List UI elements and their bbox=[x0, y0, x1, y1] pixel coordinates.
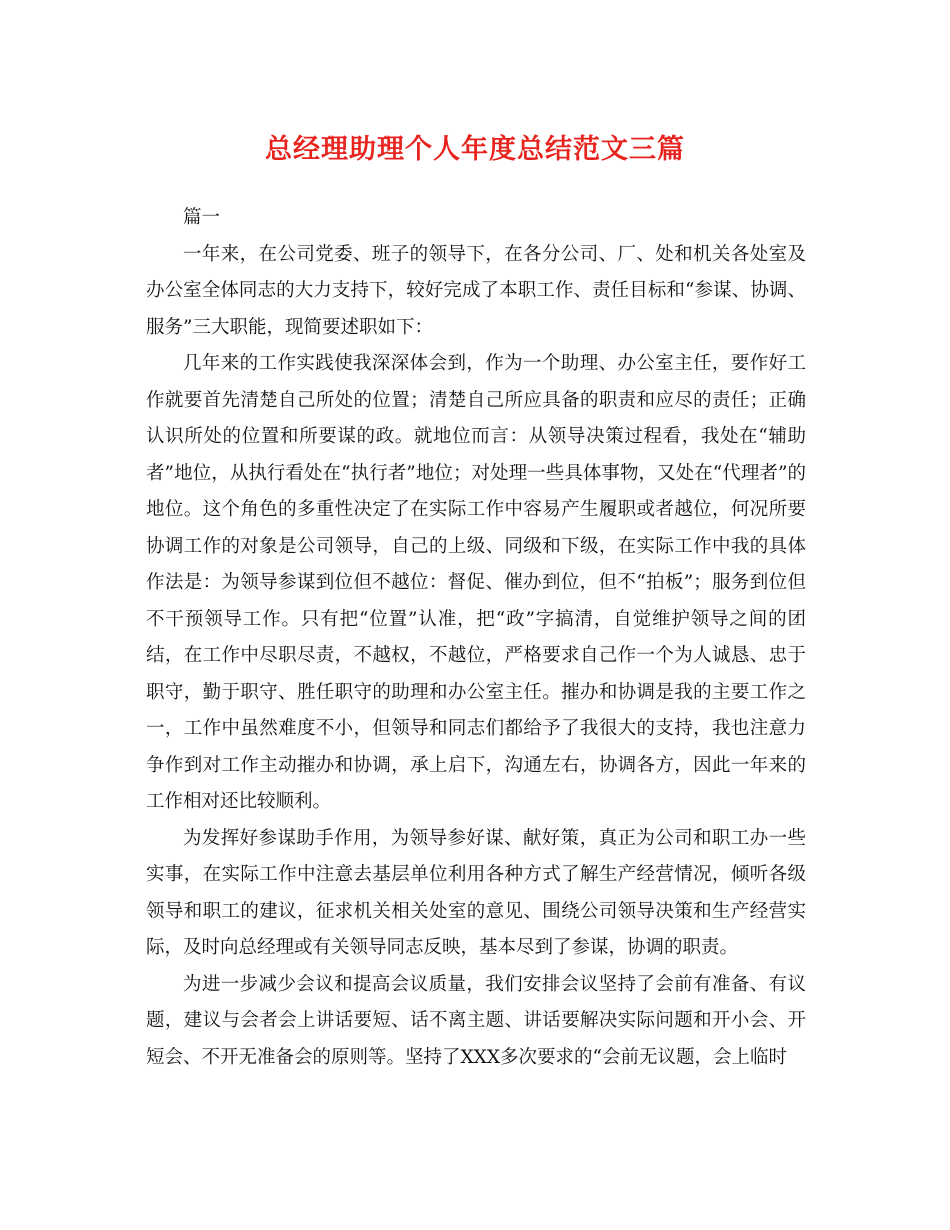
paragraph: 一年来，在公司党委、班子的领导下，在各分公司、厂、处和机关各处室及办公室全体同志的大力支持下，较好完成了本职工作、责任目标和“参谋、协调、服务”三大职能，现简要述职如下： bbox=[146, 243, 806, 338]
paragraph: 为发挥好参谋助手作用，为领导参好谋、献好策，真正为公司和职工办一些实事，在实际工作中注意去基层单位利用各种方式了解生产经营情况，倾听各级领导和职工的建议，征求机关相关处室的意见、围绕公司领导决策和生产经营实际，及时向总经理或有关领导同志反映，基本尽到了参谋，协调的职责。 bbox=[146, 827, 806, 958]
document-body bbox=[146, 200, 806, 1076]
document-title: 总经理助理个人年度总结范文三篇 bbox=[265, 134, 685, 165]
section-heading: 篇一 bbox=[183, 207, 221, 228]
paragraph: 为进一步减少会议和提高会议质量，我们安排会议坚持了会前有准备、有议题，建议与会者会上讲话要短、话不离主题、讲话要解决实际问题和开小会、开短会、不开无准备会的原则等。坚持了XXX多次要求的“会前无议题，会上临时 bbox=[146, 973, 806, 1068]
paragraph: 几年来的工作实践使我深深体会到，作为一个助理、办公室主任，要作好工作就要首先清楚自己所处的位置；清楚自己所应具备的职责和应尽的责任；正确认识所处的位置和所要谋的政。就地位而言：从领导决策过程看，我处在“辅助者”地位，从执行看处在“执行者”地位；对处理一些具体事物，又处在“代理者”的地位。这个角色的多重性决定了在实际工作中容易产生履职或者越位，何况所要协调工作的对象是公司领导，自己的上级、同级和下级，在实际工作中我的具体作法是：为领导参谋到位但不越位：督促、催办到位，但不“拍板”；服务到位但不干预领导工作。只有把“位置”认准，把“政”字搞清，自觉维护领导之间的团结，在工作中尽职尽责，不越权，不越位，严格要求自己作一个为人诚恳、忠于职守，勤于职守、胜任职守的助理和办公室主任。摧办和协调是我的主要工作之一，工作中虽然难度不小，但领导和同志们都给予了我很大的支持，我也注意力争作到对工作主动摧办和协调，承上启下，沟通左右，协调各方，因此一年来的工作相对还比较顺利。 bbox=[146, 353, 806, 812]
